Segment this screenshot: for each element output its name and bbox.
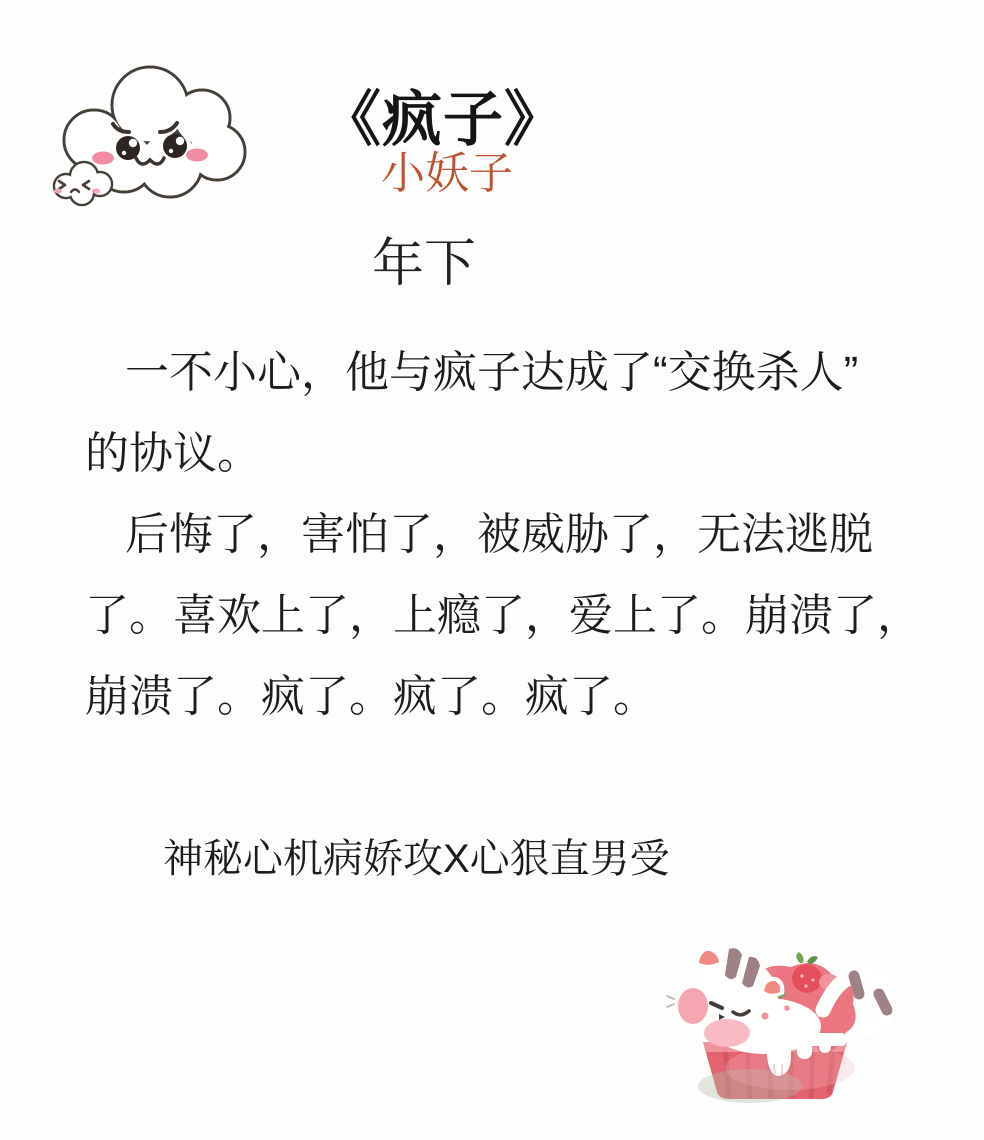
synopsis-line: 了。喜欢上了，上瘾了，爱上了。崩溃了，: [85, 591, 921, 640]
page-title: 《疯子》: [321, 86, 565, 154]
synopsis: [85, 332, 921, 737]
synopsis-line: 的协议。: [85, 429, 261, 478]
synopsis-line: 一不小心，他与疯子达成了“交换杀人”: [125, 348, 859, 397]
synopsis-line: 后悔了，害怕了，被威胁了，无法逃脱: [125, 510, 873, 559]
cloud-mascot-illustration: [52, 60, 250, 212]
cat-cupcake-illustration: [665, 936, 910, 1104]
orientation-label: 年下: [371, 235, 477, 293]
pairing-tag: 神秘心机病娇攻X心狠直男受: [163, 837, 670, 881]
synopsis-line: 崩溃了。疯了。疯了。疯了。: [85, 672, 657, 721]
author-name: 小妖子: [381, 149, 513, 198]
